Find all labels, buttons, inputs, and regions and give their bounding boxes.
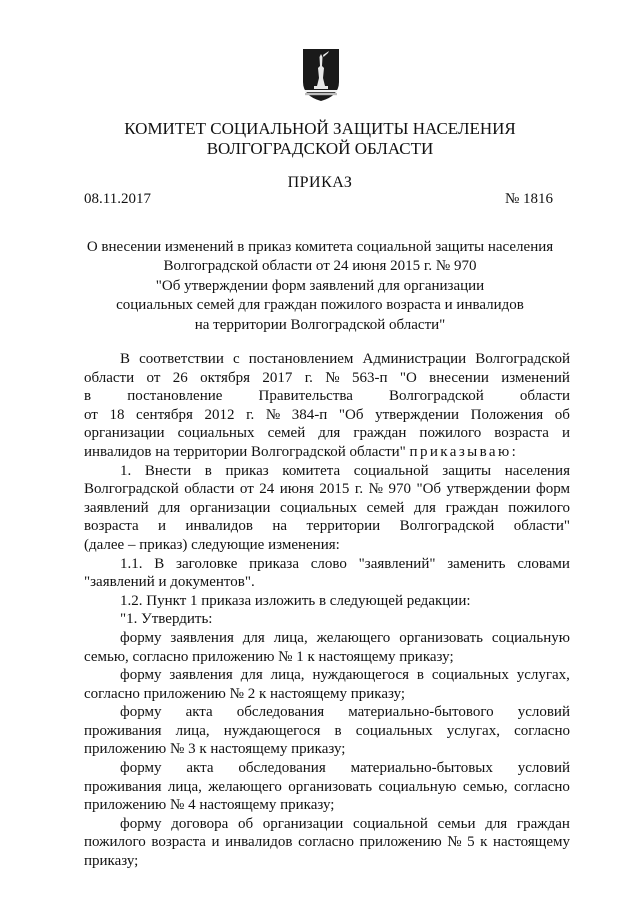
body-word: социальных [355, 722, 433, 739]
body-line [84, 703, 570, 722]
body-word: социальную [491, 629, 570, 646]
body-word: октября [200, 369, 250, 386]
body-word: лица, [167, 778, 202, 795]
body-word: семей [267, 425, 306, 442]
body-word: от [239, 481, 254, 498]
body-word: форму [120, 760, 162, 777]
body-word: в [416, 667, 425, 684]
body-word: области" [513, 518, 570, 535]
body-word: организации [262, 815, 344, 832]
body-line [84, 815, 570, 834]
body-word: акта [186, 760, 214, 777]
body-word: возраста [84, 518, 139, 535]
body-word: на [272, 518, 288, 535]
body-word: Волгоградской [475, 351, 570, 367]
body-word: 24 [259, 481, 275, 498]
body-word: постановление [127, 388, 223, 405]
body-word: приказа [249, 555, 299, 572]
body-word: г. [354, 481, 364, 498]
body-word: населения [504, 462, 570, 479]
body-word: социальных [431, 667, 509, 684]
body-word: форму [120, 815, 162, 832]
body-line [84, 722, 570, 741]
body-line [84, 778, 570, 797]
body-word: для [158, 499, 181, 516]
body-word: № [368, 481, 383, 498]
body-text-fragment: инвалидов на территории Волгоградской области" [84, 443, 410, 460]
body-word: организации [189, 499, 271, 516]
body-word: заголовке [176, 555, 238, 572]
document-body [84, 350, 570, 871]
body-word: заменить [447, 555, 506, 572]
body-word: для [242, 629, 265, 646]
body-word: граждан [516, 815, 570, 832]
body-word: Волгоградской [84, 481, 179, 498]
body-word: № [265, 406, 281, 423]
body-word: и [158, 518, 167, 535]
body-word: заявления [170, 629, 234, 646]
body-word: семью, [462, 778, 508, 795]
body-word: 2012 [204, 406, 235, 423]
body-line: приложению № 4 настоящему приказу; [84, 797, 335, 814]
body-word: материально-бытовых [350, 760, 493, 777]
body-word: № [447, 834, 462, 851]
body-word: "Об [416, 481, 442, 498]
body-line: согласно приложению № 2 к настоящему приказу; [84, 685, 406, 702]
body-word: социальную [378, 778, 457, 795]
body-word: лица, [175, 722, 210, 739]
body-word: изменений [501, 369, 570, 386]
body-word: условий [517, 760, 570, 777]
body-word: услугах, [446, 722, 500, 739]
body-word: территории [306, 518, 381, 535]
body-word: приказ [225, 462, 269, 479]
body-word: для [485, 815, 508, 832]
subject-line: Волгоградской области от 24 июня 2015 г. № 970 [163, 258, 477, 275]
body-word: социальной [353, 815, 428, 832]
body-word: 384-п [291, 406, 328, 423]
body-word: сентября [136, 406, 193, 423]
body-line [84, 833, 570, 852]
body-line: приказу; [84, 853, 139, 870]
body-word: об [554, 406, 570, 423]
body-word: социальных [177, 425, 255, 442]
body-line: приложению № 3 к настоящему приказу; [84, 741, 346, 758]
body-word: акта [185, 704, 213, 721]
body-word: нуждающегося [312, 667, 410, 684]
body-word: обследования [236, 704, 325, 721]
body-word: возраста [151, 834, 206, 851]
organization-name-line2: ВОЛГОГРАДСКОЙ ОБЛАСТИ [206, 139, 434, 158]
volgograd-coat-of-arms-icon [302, 48, 340, 102]
body-word: заявления [169, 667, 233, 684]
body-word: организовать [288, 778, 373, 795]
body-word: № [325, 369, 340, 386]
body-word: области [519, 388, 570, 405]
body-word: слово [310, 555, 347, 572]
body-line: "заявлений и документов". [84, 574, 255, 591]
document-number: № 1816 [504, 191, 553, 207]
body-word: с [232, 351, 240, 367]
body-word: Внести [144, 462, 192, 479]
body-line [84, 480, 570, 499]
body-word: для [318, 425, 341, 442]
body-line [84, 369, 570, 388]
body-word: об [237, 815, 254, 832]
body-line [84, 462, 570, 481]
body-word: соответствии [139, 351, 224, 367]
body-word: лица, [273, 629, 308, 646]
body-word: форму [120, 667, 162, 684]
body-word: организации [84, 425, 165, 442]
body-line: "1. Утвердить: [120, 611, 213, 628]
body-word: форм [536, 481, 570, 498]
body-line [84, 350, 570, 369]
body-word: лица, [270, 667, 305, 684]
body-word: желающего [316, 629, 391, 646]
body-word: утверждении [446, 481, 531, 498]
body-word: г. [246, 406, 255, 423]
body-word: Администрации [362, 351, 467, 367]
body-word: внесении [429, 369, 489, 386]
body-word: инвалидов [185, 518, 253, 535]
body-line: (далее – приказ) следующие изменения: [84, 536, 340, 553]
body-word: В [120, 351, 131, 367]
body-word: социальных [280, 499, 357, 516]
body-word: условий [517, 704, 570, 721]
subject-line: социальных семей для граждан пожилого возраста и инвалидов [116, 297, 524, 314]
body-line [84, 387, 570, 406]
body-word: желающего [208, 778, 282, 795]
body-word: "заявлений" [358, 555, 436, 572]
body-word: согласно [514, 722, 570, 739]
body-word: форму [120, 629, 162, 646]
body-line: семью, согласно приложению № 1 к настоящему приказу; [84, 648, 454, 665]
body-line [84, 424, 570, 443]
subject-line: О внесении изменений в приказ комитета социальной защиты населения [86, 239, 554, 255]
body-word: Волгоградской [389, 388, 484, 405]
body-word: материально-бытового [348, 704, 494, 721]
body-word: постановлением [248, 351, 354, 367]
body-word: утверждении [375, 406, 460, 423]
body-word: граждан [445, 499, 499, 516]
body-word: согласно [514, 778, 570, 795]
body-word: 2017 [262, 369, 293, 386]
body-line [84, 555, 570, 574]
body-word: приложению [359, 834, 442, 851]
body-word: "Об [338, 406, 364, 423]
body-word: договора [171, 815, 229, 832]
organization-name-line1: КОМИТЕТ СОЦИАЛЬНОЙ ЗАЩИТЫ НАСЕЛЕНИЯ [124, 119, 516, 138]
body-word: обследования [238, 760, 326, 777]
body-word: словами [517, 555, 570, 572]
document-subject [70, 238, 570, 335]
body-word: от [84, 406, 98, 423]
body-word: в [204, 462, 212, 479]
body-word: возраста [494, 425, 549, 442]
document-date: 08.11.2017 [84, 191, 151, 207]
body-word: заявлений [84, 499, 149, 516]
body-word: В [154, 555, 165, 572]
body-word: и [211, 834, 220, 851]
body-line [84, 517, 570, 536]
body-line [84, 406, 570, 425]
body-word: граждан [353, 425, 407, 442]
body-line [84, 666, 570, 685]
body-word: в [84, 388, 92, 405]
body-word: пожилого [419, 425, 482, 442]
body-word: пожилого [84, 834, 146, 851]
body-word: пожилого [508, 499, 570, 516]
body-word: 1.1. [120, 555, 143, 572]
body-word: настоящему [492, 834, 570, 851]
body-word: от [146, 369, 161, 386]
body-word: инвалидов [225, 834, 293, 851]
body-word: и [561, 425, 570, 442]
body-word: Положения [470, 406, 544, 423]
body-word: июня [279, 481, 314, 498]
body-word: области [84, 369, 135, 386]
body-word: в [334, 722, 342, 739]
body-line [84, 759, 570, 778]
order-keyword: приказываю [409, 443, 512, 460]
body-word: области [184, 481, 235, 498]
body-word: проживания [84, 778, 162, 795]
body-word: комитета [282, 462, 341, 479]
body-word: 970 [388, 481, 411, 498]
body-word: нуждающегося [223, 722, 321, 739]
body-word: "О [399, 369, 417, 386]
body-word: услугах, [516, 667, 570, 684]
subject-line: на территории Волгоградской области" [194, 316, 446, 333]
body-word: согласно [298, 834, 354, 851]
body-word: к [480, 834, 488, 851]
body-word: социальной [353, 462, 429, 479]
body-line [84, 629, 570, 648]
body-word: форму [120, 704, 162, 721]
body-word: Правительства [258, 388, 353, 405]
body-word: семьи [437, 815, 476, 832]
body-word: семей [366, 499, 405, 516]
document-type: ПРИКАЗ [287, 174, 353, 191]
body-word: 563-п [351, 369, 388, 386]
body-line: 1.2. Пункт 1 приказа изложить в следующей редакции: [120, 592, 471, 609]
body-word: организовать [399, 629, 483, 646]
body-word: проживания [84, 722, 162, 739]
body-word: 18 [109, 406, 125, 423]
body-word: 1. [120, 462, 132, 479]
body-word: 2015 [319, 481, 350, 498]
body-word: защиты [442, 462, 492, 479]
body-line [84, 443, 570, 462]
body-word: Волгоградской [399, 518, 495, 535]
body-word: г. [304, 369, 313, 386]
body-word: 5 [467, 834, 475, 851]
body-word: для [240, 667, 263, 684]
body-line [84, 499, 570, 518]
body-word: 26 [172, 369, 188, 386]
subject-line: "Об утверждении форм заявлений для организации [155, 277, 485, 294]
body-text-fragment: : [511, 443, 516, 460]
body-word: для [413, 499, 436, 516]
